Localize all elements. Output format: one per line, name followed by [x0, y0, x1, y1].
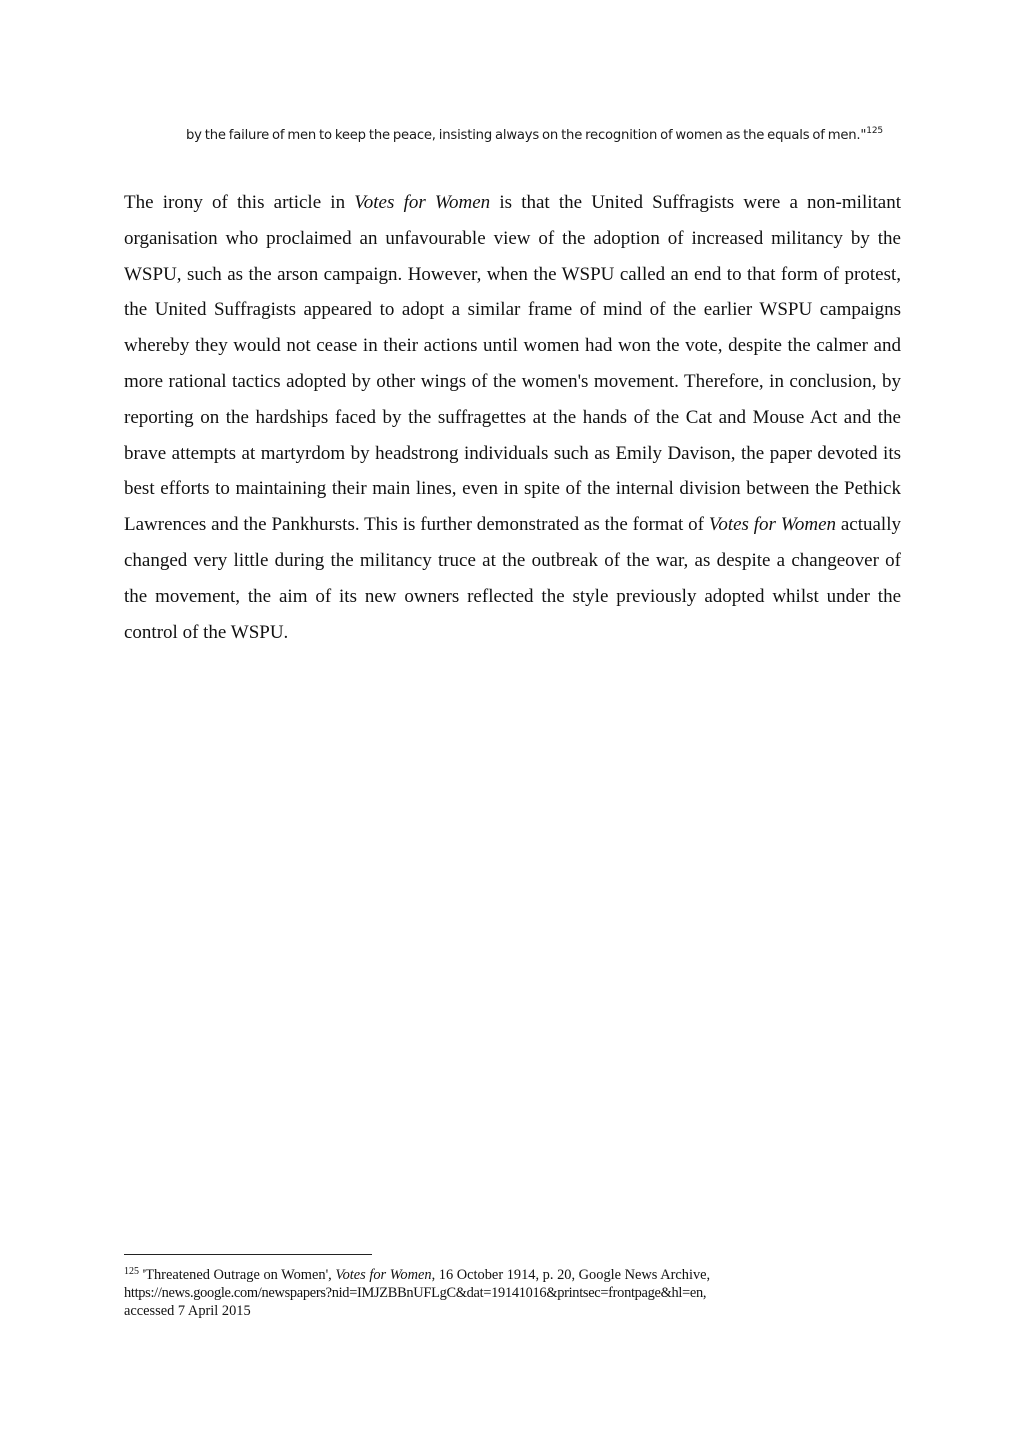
paragraph-segment: The irony of this article in: [124, 192, 355, 213]
footnote-url[interactable]: https://news.google.com/newspapers?nid=IMJZBBnUFLgC&dat=19141016&printsec=frontpage&hl=en,: [124, 1285, 707, 1301]
quote-footnote-ref: 125: [866, 126, 883, 136]
paragraph-text: [124, 185, 901, 650]
publication-title: Votes for Women: [708, 514, 837, 536]
footnote-separator: [124, 1254, 372, 1255]
paragraph-segment: is that the United Suffragists were a non-militant organisation who proclaimed an unfavourable view of the adoption of increased militancy by the WSPU, such as the arson campaign. However, when the WSPU called an end to that form of protest, the United Suffragists appeared to adopt a similar frame of mind of the earlier WSPU campaigns whereby they would not cease in their actions until women had won the vote, despite the calmer and more rational tactics adopted by other wings of the women's movement. Therefore, in conclusion, by reporting on the hardships faced by the suffragettes at the hands of the Cat and Mouse Act and the brave attempts at martyrdom by headstrong individuals such as Emily Davison, the paper devoted its best efforts to maintaining their main lines, even in spite of the internal division between the Pethick Lawrences and the Pankhursts. This is further demonstrated as the format of: [124, 192, 901, 536]
footnote-number: 125: [124, 1266, 139, 1277]
footnote-accessed: accessed 7 April 2015: [124, 1303, 251, 1319]
body-paragraph: [124, 185, 901, 650]
paragraph-segment: actually changed very little during the militancy truce at the outbreak of the war, as despite a changeover of the movement, the aim of its new owners reflected the style previously adopted whilst under the control of the WSPU.: [124, 514, 901, 643]
footnote: [124, 1266, 904, 1320]
publication-title: Votes for Women: [354, 192, 491, 213]
block-quote-text: by the failure of men to keep the peace, insisting always on the recognition of women as the equals of men.": [186, 128, 867, 143]
footnote-details: , 16 October 1914, p. 20, Google News Archive,: [431, 1267, 711, 1283]
block-quote: [186, 123, 902, 149]
footnote-lead: 'Threatened Outrage on Women',: [139, 1267, 336, 1283]
footnote-line: [124, 1266, 904, 1284]
footnote-publication: Votes for Women: [335, 1267, 432, 1283]
